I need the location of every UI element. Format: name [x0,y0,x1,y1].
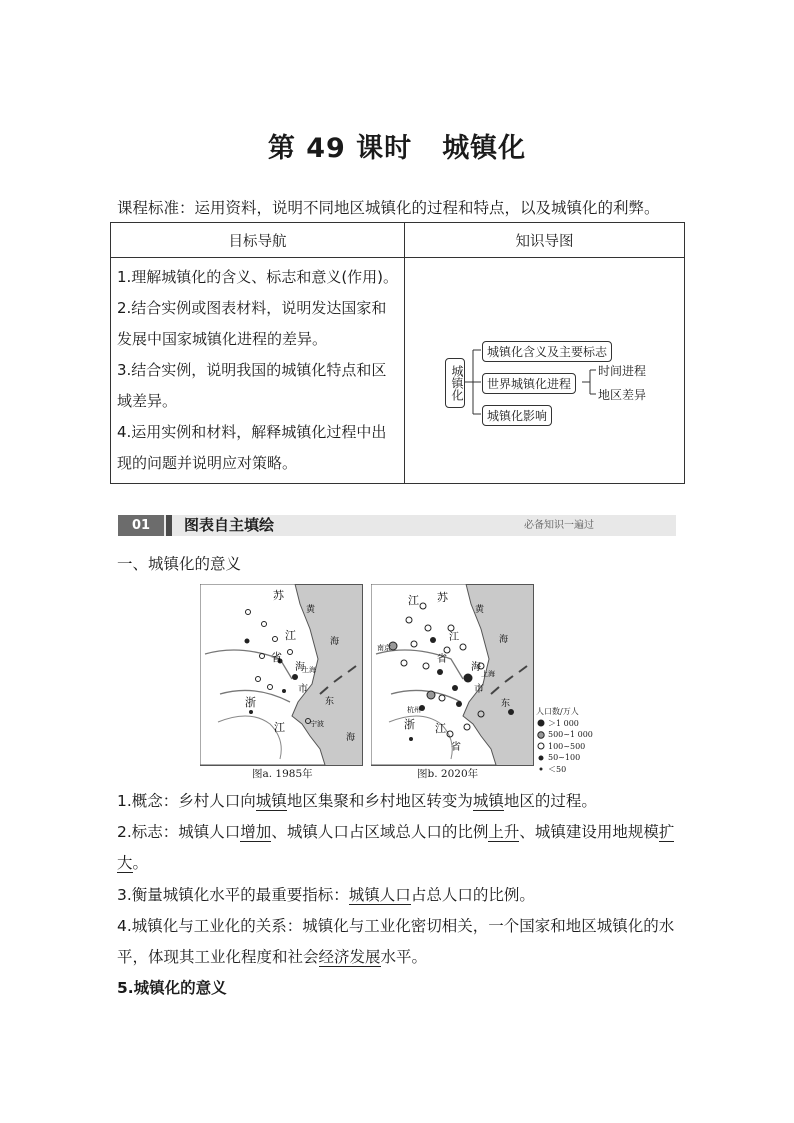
map-1985 [200,584,363,780]
map-label: 省 [437,654,447,665]
map-2020-figure [371,584,534,766]
page-title [0,126,794,165]
title-topic: 城镇化 [442,133,527,164]
header-mindmap: 知识导图 [405,223,685,258]
text-span: 。 [132,854,149,872]
legend-item: 500~1 000 [548,730,593,739]
map-label: 黄 [306,605,316,615]
mindmap-cell [405,258,685,484]
map-label: 省 [271,651,282,664]
map-label: 东 [325,697,335,707]
text-span: 水平。 [380,948,428,966]
text-span: 2.标志：城镇人口 [117,823,241,841]
legend-item: ＞1 000 [548,718,579,728]
map-label: 江 [408,594,419,607]
legend-item: 100~500 [548,741,586,751]
map-label: 宁波 [310,720,324,728]
answer-blank: 城镇人口 [348,886,411,904]
text-span: 占总人口的比例。 [410,886,535,904]
curriculum-standard: 课程标准：运用资料，说明不同地区城镇化的过程和特点，以及城镇化的利弊。 [117,199,660,217]
text-span: 地区集聚和乡村地区转变为 [286,792,473,810]
legend-item: ＜50 [548,764,567,774]
title-lesson: 第 49 课时 [267,133,413,164]
map-label: 海 [471,662,481,673]
map-label: 上海 [302,666,316,674]
answer-blank: 上升 [488,823,520,841]
map-label: 市 [298,684,308,695]
map-label: 浙 [245,696,256,709]
goal-item: 2.结合实例或图表材料，说明发达国家和发展中国家城镇化进程的差异。 [117,299,387,348]
text-span: 4.城镇化与工业化的关系：城镇化与工业化密切相关，一个国家和地区城镇化的水平，体现其工业化程度和社会 [117,917,675,966]
section-banner [118,515,676,536]
point-indicators [117,817,682,879]
banner-title: 图表自主填绘 [184,516,275,534]
mindmap-branch-definition: 城镇化含义及主要标志 [482,341,612,362]
goal-item: 4.运用实例和材料，解释城镇化过程中出现的问题并说明应对策略。 [117,423,387,472]
mindmap-branch-world-process: 世界城镇化进程 [482,373,576,394]
mindmap-root: 城镇化 [445,358,465,408]
map-label: 海 [499,635,509,645]
map-label: 江 [285,629,296,642]
map-legend [536,706,593,775]
banner-divider [166,515,172,536]
answer-blank: 经济发展 [318,948,381,966]
text-span: 地区的过程。 [503,792,597,810]
goals-cell [111,258,405,484]
guide-table [110,222,685,484]
map-label: 江 [435,722,446,735]
answer-blank: 增加 [240,823,272,841]
mindmap-leaf-time: 时间进程 [598,364,647,378]
map-label: 东 [501,699,511,709]
section-heading: 一、城镇化的意义 [117,555,242,573]
goal-item: 3.结合实例，说明我国的城镇化特点和区域差异。 [117,361,387,410]
legend-item: 50~100 [548,753,581,762]
map-label: 海 [295,662,305,673]
map-label: 杭州 [407,706,421,714]
map-1985-figure [200,584,363,766]
map-1985-caption: 图a. 1985年 [252,768,313,780]
map-label: 苏 [437,591,448,604]
map-label: 海 [346,733,356,743]
banner-subtitle: 必备知识一遍过 [524,520,594,531]
banner-number: 01 [118,515,164,536]
point-significance: 5.城镇化的意义 [117,979,227,997]
point-industrialization [117,911,682,973]
map-label: 黄 [475,605,485,615]
point-measure [117,880,682,911]
map-label: 海 [330,637,340,647]
goal-item: 1.理解城镇化的含义、标志和意义(作用)。 [117,268,399,286]
map-label: 上海 [481,670,495,678]
map-label: 省 [451,742,461,753]
map-label: 市 [474,684,484,695]
text-span: 3.衡量城镇化水平的最重要指标： [117,886,349,904]
mindmap-branch-impact: 城镇化影响 [482,405,552,426]
mindmap [405,258,689,506]
map-label: 苏 [273,589,284,602]
header-goals: 目标导航 [111,223,405,258]
mindmap-leaf-region: 地区差异 [598,388,647,402]
point-concept [117,786,682,817]
map-label: 江 [449,632,459,643]
text-span: 1.概念：乡村人口向 [117,792,256,810]
map-2020 [371,584,534,780]
text-span: 、城镇建设用地规模 [519,823,659,841]
map-label: 南京 [377,644,391,652]
map-label: 江 [274,721,285,734]
answer-blank: 城镇 [255,792,287,810]
map-label: 浙 [404,718,415,731]
answer-blank: 扩大 [117,823,675,872]
map-2020-caption: 图b. 2020年 [417,768,479,780]
text-span: 、城镇人口占区域总人口的比例 [271,823,489,841]
answer-blank: 城镇 [472,792,504,810]
legend-title: 人口数/万人 [536,707,579,716]
